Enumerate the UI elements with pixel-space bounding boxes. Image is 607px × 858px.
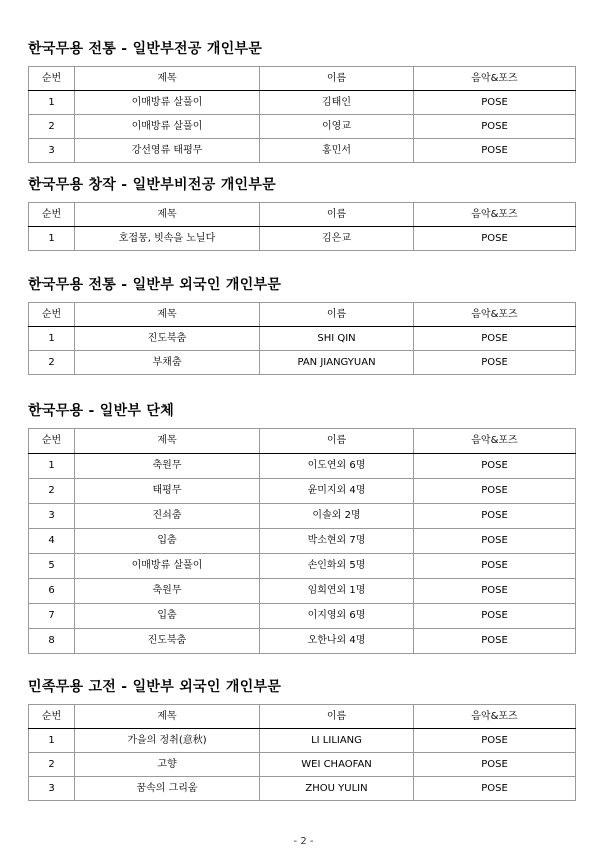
cell-no: 4 bbox=[29, 529, 75, 554]
cell-title: 진도북춤 bbox=[75, 629, 260, 654]
cell-title: 입춤 bbox=[75, 529, 260, 554]
cell-music: POSE bbox=[414, 327, 576, 351]
cell-name: 이지영외 6명 bbox=[260, 604, 414, 629]
section-heading: 한국무용 전통 - 일반부 외국인 개인부문 bbox=[28, 277, 282, 293]
cell-title: 이매방류 살풀이 bbox=[75, 115, 260, 139]
header-no: 순번 bbox=[29, 429, 75, 454]
cell-title: 꿈속의 그리움 bbox=[75, 777, 260, 801]
table-header-row bbox=[29, 303, 576, 327]
cell-no: 5 bbox=[29, 554, 75, 579]
cell-music: POSE bbox=[414, 504, 576, 529]
header-title: 제목 bbox=[75, 705, 260, 729]
cell-title: 호접몽, 빗속을 노닐다 bbox=[75, 227, 260, 251]
section-heading: 한국무용 창작 - 일반부비전공 개인부문 bbox=[28, 177, 276, 193]
cell-music: POSE bbox=[414, 604, 576, 629]
cell-music: POSE bbox=[414, 753, 576, 777]
cell-title: 부채춤 bbox=[75, 351, 260, 375]
cell-name: 이영교 bbox=[260, 115, 414, 139]
header-name: 이름 bbox=[260, 203, 414, 227]
header-no: 순번 bbox=[29, 303, 75, 327]
cell-name: ZHOU YULIN bbox=[260, 777, 414, 801]
page-number: - 2 - bbox=[293, 836, 314, 847]
cell-name: 임희연외 1명 bbox=[260, 579, 414, 604]
cell-no: 2 bbox=[29, 479, 75, 504]
cell-no: 3 bbox=[29, 504, 75, 529]
entry-table bbox=[28, 66, 576, 163]
cell-name: 오한나외 4명 bbox=[260, 629, 414, 654]
header-music: 음악&포즈 bbox=[414, 303, 576, 327]
cell-music: POSE bbox=[414, 115, 576, 139]
cell-name: 김은교 bbox=[260, 227, 414, 251]
section-heading: 한국무용 - 일반부 단체 bbox=[28, 403, 175, 419]
header-name: 이름 bbox=[260, 429, 414, 454]
cell-music: POSE bbox=[414, 479, 576, 504]
cell-music: POSE bbox=[414, 629, 576, 654]
cell-music: POSE bbox=[414, 777, 576, 801]
cell-title: 축원무 bbox=[75, 454, 260, 479]
table-row bbox=[29, 729, 576, 753]
cell-name: 박소현외 7명 bbox=[260, 529, 414, 554]
cell-no: 1 bbox=[29, 91, 75, 115]
cell-music: POSE bbox=[414, 351, 576, 375]
cell-music: POSE bbox=[414, 139, 576, 163]
cell-music: POSE bbox=[414, 454, 576, 479]
cell-title: 고향 bbox=[75, 753, 260, 777]
cell-music: POSE bbox=[414, 227, 576, 251]
cell-name: 김태인 bbox=[260, 91, 414, 115]
cell-name: 손인화외 5명 bbox=[260, 554, 414, 579]
cell-no: 7 bbox=[29, 604, 75, 629]
table-row bbox=[29, 554, 576, 579]
table-row bbox=[29, 479, 576, 504]
cell-no: 2 bbox=[29, 753, 75, 777]
cell-no: 3 bbox=[29, 777, 75, 801]
cell-title: 강선영류 태평무 bbox=[75, 139, 260, 163]
cell-title: 태평무 bbox=[75, 479, 260, 504]
cell-no: 1 bbox=[29, 454, 75, 479]
cell-no: 2 bbox=[29, 115, 75, 139]
header-title: 제목 bbox=[75, 67, 260, 91]
table-row bbox=[29, 753, 576, 777]
cell-no: 3 bbox=[29, 139, 75, 163]
cell-name: WEI CHAOFAN bbox=[260, 753, 414, 777]
table-row bbox=[29, 629, 576, 654]
table-row bbox=[29, 115, 576, 139]
table-row bbox=[29, 504, 576, 529]
table-row bbox=[29, 139, 576, 163]
entry-table bbox=[28, 302, 576, 375]
section-heading: 한국무용 전통 - 일반부전공 개인부문 bbox=[28, 41, 263, 57]
header-no: 순번 bbox=[29, 203, 75, 227]
cell-name: 이도연외 6명 bbox=[260, 454, 414, 479]
table-header-row bbox=[29, 705, 576, 729]
cell-title: 축원무 bbox=[75, 579, 260, 604]
header-name: 이름 bbox=[260, 67, 414, 91]
table-row bbox=[29, 351, 576, 375]
table-row bbox=[29, 454, 576, 479]
cell-music: POSE bbox=[414, 554, 576, 579]
cell-music: POSE bbox=[414, 579, 576, 604]
cell-music: POSE bbox=[414, 729, 576, 753]
section-heading: 민족무용 고전 - 일반부 외국인 개인부문 bbox=[28, 679, 282, 695]
table-row bbox=[29, 529, 576, 554]
header-no: 순번 bbox=[29, 67, 75, 91]
cell-title: 이매방류 살풀이 bbox=[75, 554, 260, 579]
cell-no: 6 bbox=[29, 579, 75, 604]
cell-title: 이매방류 살풀이 bbox=[75, 91, 260, 115]
cell-no: 1 bbox=[29, 227, 75, 251]
cell-name: 윤미지외 4명 bbox=[260, 479, 414, 504]
table-row bbox=[29, 327, 576, 351]
entry-table bbox=[28, 202, 576, 251]
header-title: 제목 bbox=[75, 303, 260, 327]
cell-no: 1 bbox=[29, 729, 75, 753]
table-row bbox=[29, 579, 576, 604]
table-header-row bbox=[29, 67, 576, 91]
entry-table bbox=[28, 428, 576, 654]
header-music: 음악&포즈 bbox=[414, 203, 576, 227]
cell-name: 이솔외 2명 bbox=[260, 504, 414, 529]
header-music: 음악&포즈 bbox=[414, 705, 576, 729]
cell-no: 8 bbox=[29, 629, 75, 654]
header-title: 제목 bbox=[75, 429, 260, 454]
table-header-row bbox=[29, 429, 576, 454]
cell-title: 입춤 bbox=[75, 604, 260, 629]
table-header-row bbox=[29, 203, 576, 227]
header-no: 순번 bbox=[29, 705, 75, 729]
header-music: 음악&포즈 bbox=[414, 67, 576, 91]
table-row bbox=[29, 604, 576, 629]
header-name: 이름 bbox=[260, 705, 414, 729]
header-music: 음악&포즈 bbox=[414, 429, 576, 454]
cell-no: 1 bbox=[29, 327, 75, 351]
entry-table bbox=[28, 704, 576, 801]
cell-name: LI LILIANG bbox=[260, 729, 414, 753]
cell-no: 2 bbox=[29, 351, 75, 375]
table-row bbox=[29, 777, 576, 801]
cell-title: 가을의 정취(意秋) bbox=[75, 729, 260, 753]
cell-name: PAN JIANGYUAN bbox=[260, 351, 414, 375]
cell-title: 진쇠춤 bbox=[75, 504, 260, 529]
header-title: 제목 bbox=[75, 203, 260, 227]
cell-music: POSE bbox=[414, 529, 576, 554]
cell-music: POSE bbox=[414, 91, 576, 115]
table-row bbox=[29, 91, 576, 115]
header-name: 이름 bbox=[260, 303, 414, 327]
table-row bbox=[29, 227, 576, 251]
cell-name: 홍민서 bbox=[260, 139, 414, 163]
cell-name: SHI QIN bbox=[260, 327, 414, 351]
cell-title: 진도북춤 bbox=[75, 327, 260, 351]
